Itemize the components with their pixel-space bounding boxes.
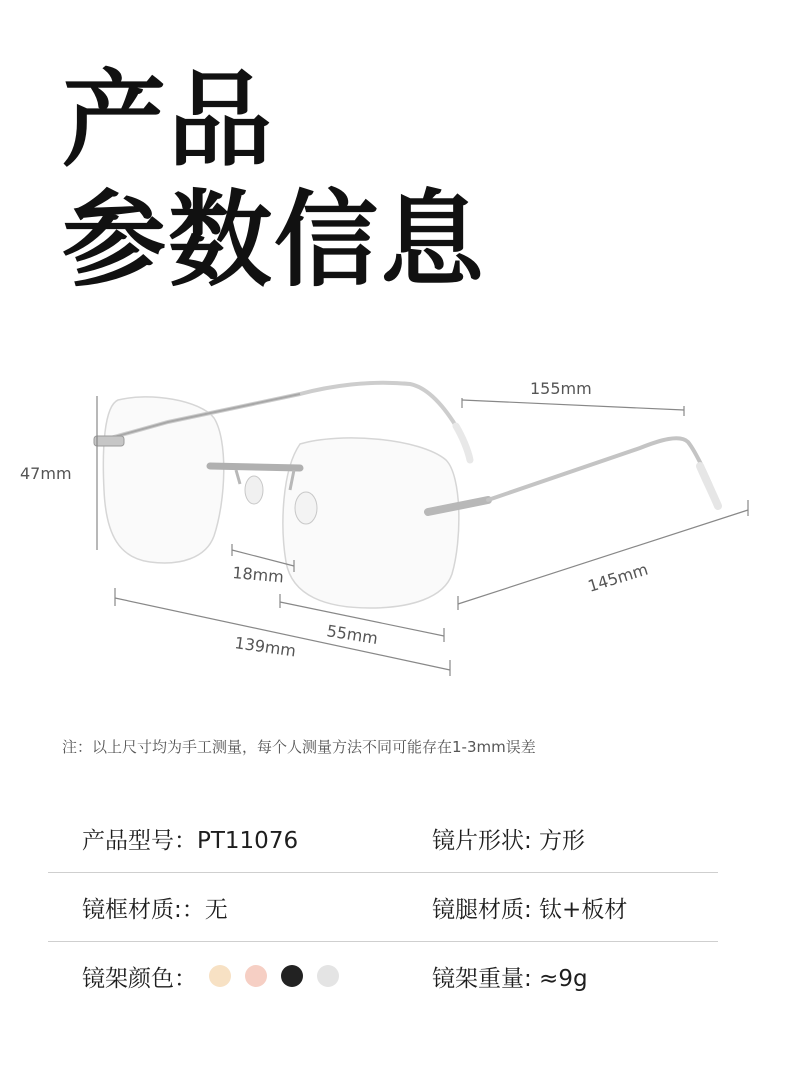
lens-width-label: 55mm xyxy=(325,621,380,649)
spec-frame-material: 镜框材质:：无 xyxy=(82,896,228,923)
color-swatch-champagne[interactable] xyxy=(209,965,231,987)
spec-row xyxy=(48,873,718,942)
color-swatch-black[interactable] xyxy=(281,965,303,987)
bridge-label: 18mm xyxy=(231,563,285,587)
lens-height-label: 47mm xyxy=(20,464,72,483)
spec-frame-weight: 镜架重量: ≈9g xyxy=(432,965,588,992)
left-nose-pad xyxy=(245,476,263,504)
page-title-line1: 产品 xyxy=(62,59,275,181)
frame-width-label: 139mm xyxy=(233,633,298,661)
glasses-dimension-diagram xyxy=(0,340,790,680)
arm-length-label: 145mm xyxy=(585,559,651,596)
right-temple xyxy=(488,438,716,500)
temple-length-label: 155mm xyxy=(530,379,592,398)
spec-frame-color-cell xyxy=(82,942,353,1010)
spec-row xyxy=(48,942,718,1010)
right-nose-pad xyxy=(295,492,317,524)
bridge xyxy=(210,466,300,468)
spec-frame-color-label: 镜架颜色： xyxy=(82,965,197,992)
color-swatches xyxy=(209,965,353,987)
spec-row xyxy=(48,804,718,873)
measurement-note: 注：以上尺寸均为手工测量，每个人测量方法不同可能存在1-3mm误差 xyxy=(62,738,536,756)
page-title-line2: 参数信息 xyxy=(62,179,487,301)
spec-table xyxy=(48,804,718,1010)
spec-lens-shape: 镜片形状: 方形 xyxy=(432,827,586,854)
spec-model: 产品型号：PT11076 xyxy=(82,827,299,854)
spec-temple-material: 镜腿材质: 钛+板材 xyxy=(432,896,628,923)
color-swatch-pink[interactable] xyxy=(245,965,267,987)
color-swatch-silver[interactable] xyxy=(317,965,339,987)
